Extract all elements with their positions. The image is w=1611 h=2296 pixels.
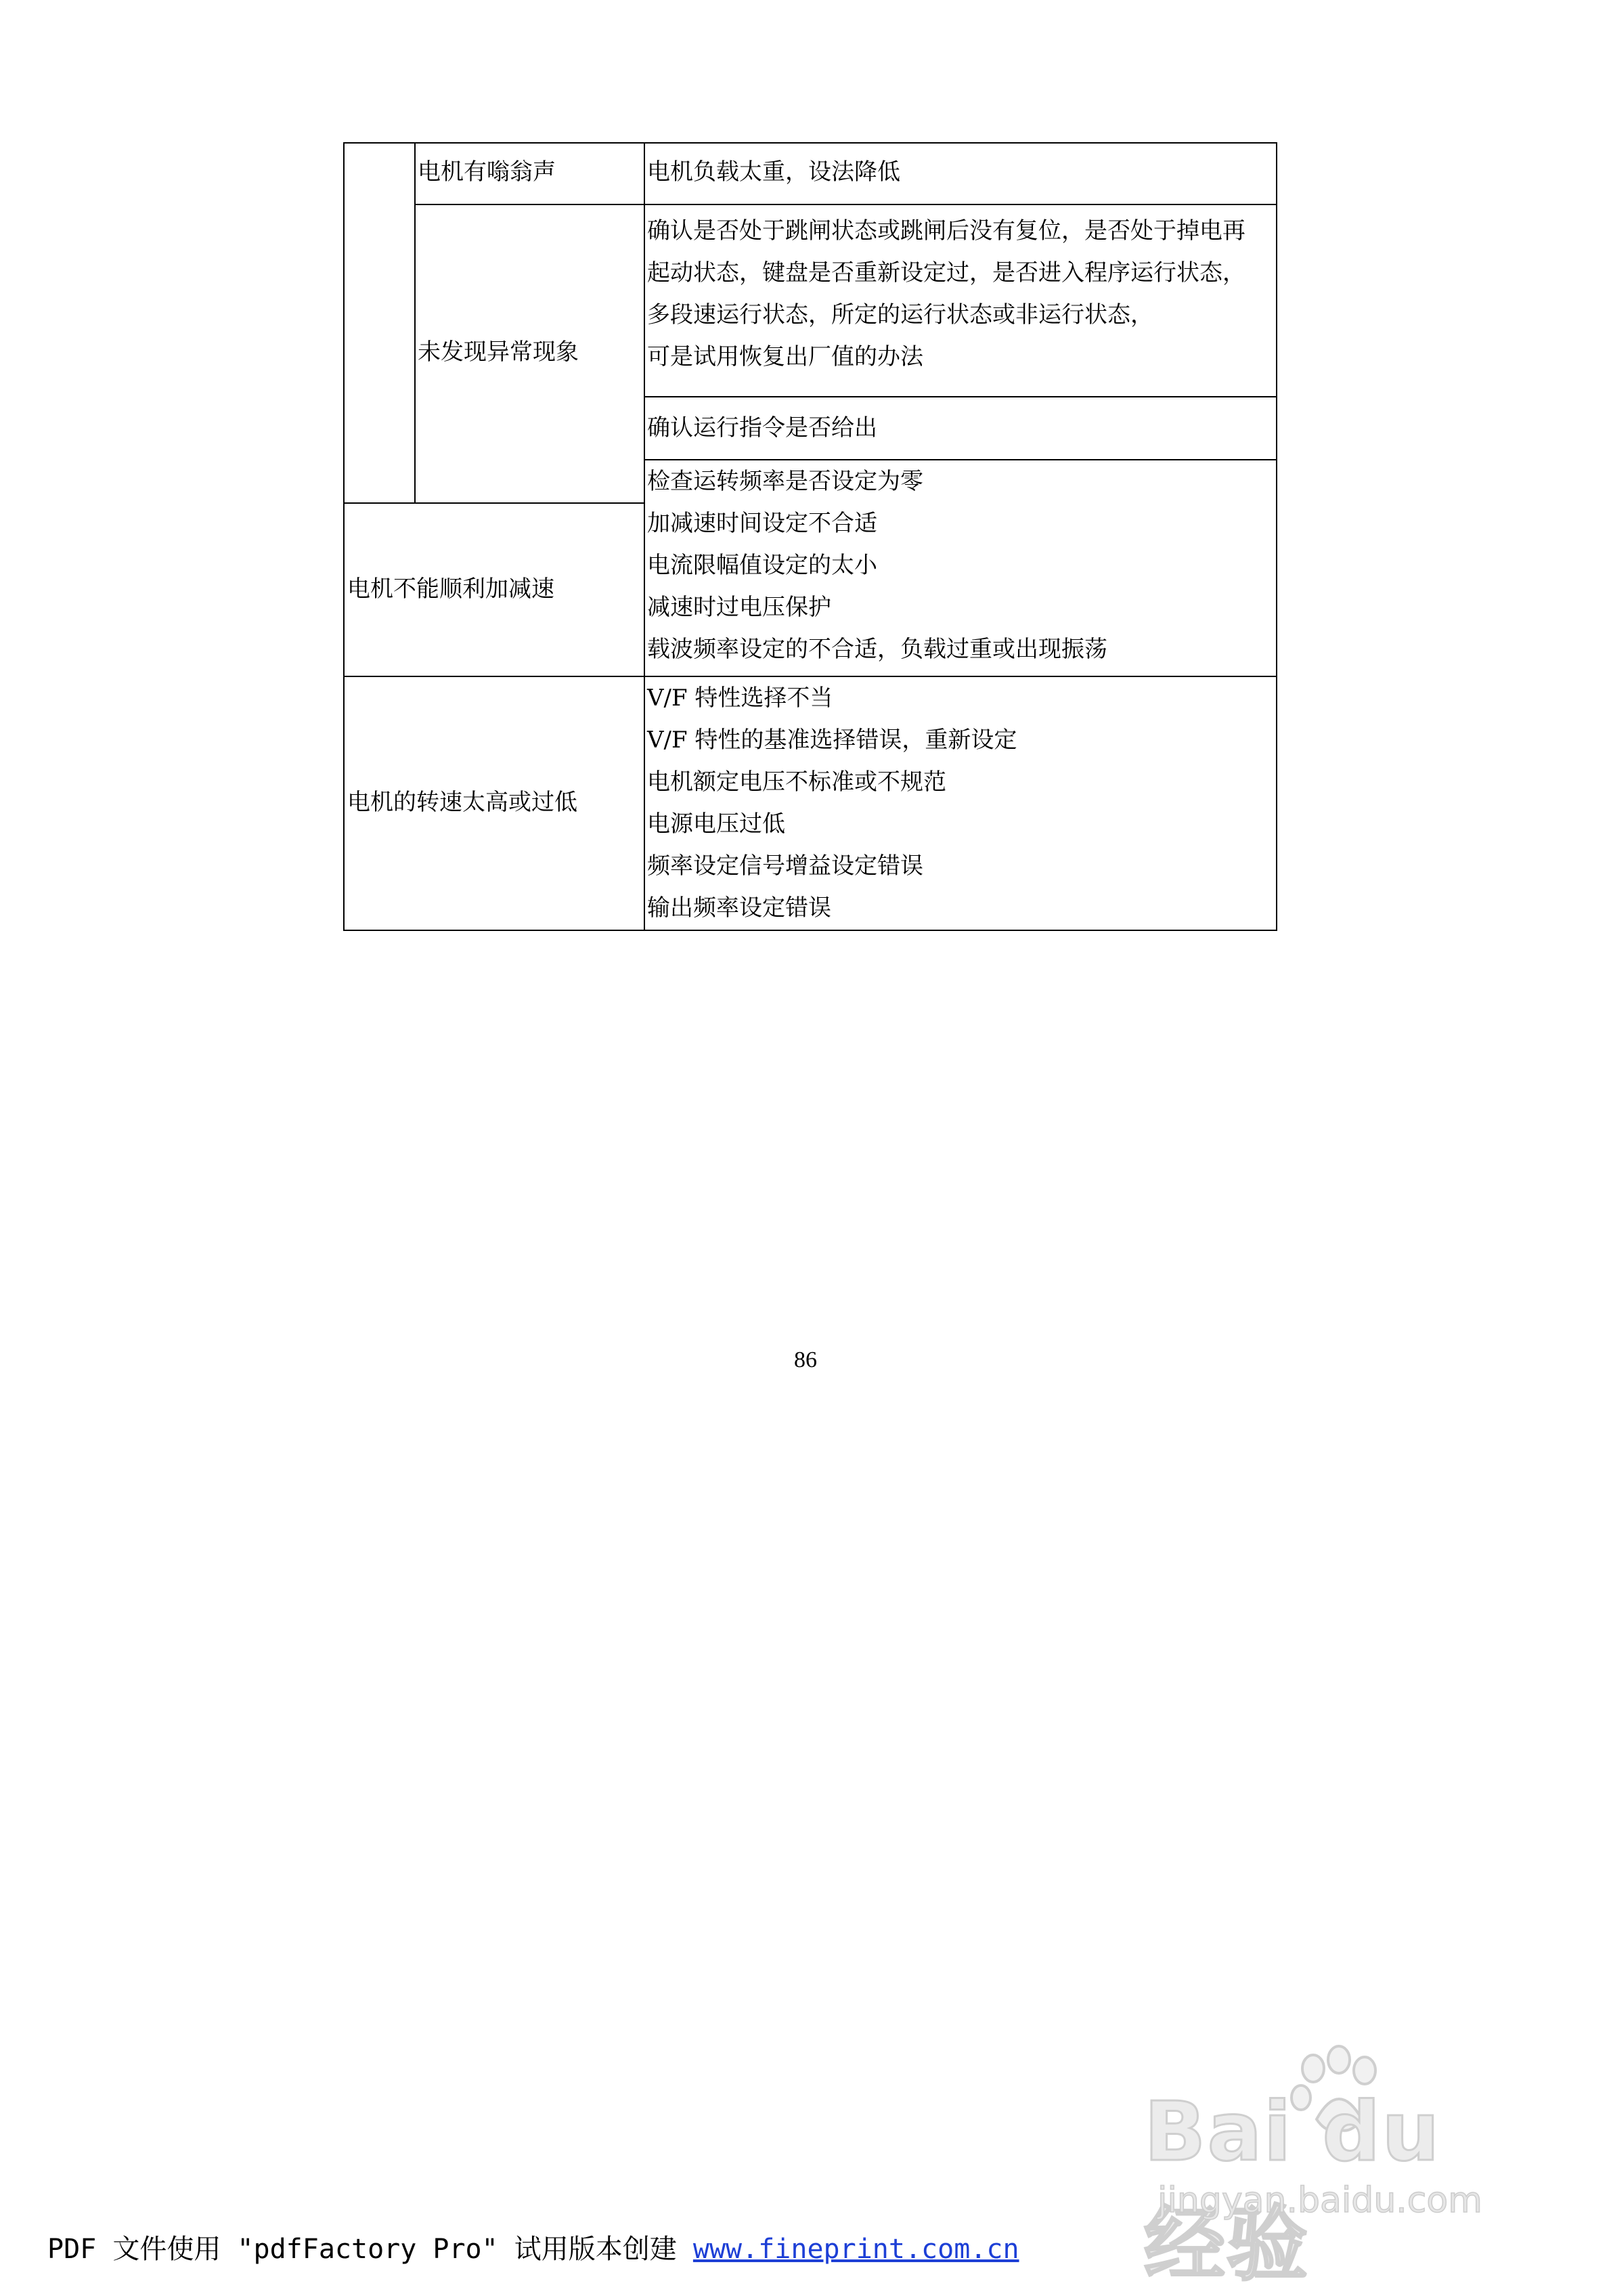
symptom-cell: 未发现异常现象 [418, 339, 579, 366]
action-line: 起动状态，键盘是否重新设定过，是否进入程序运行状态， [647, 259, 1245, 286]
pdf-footer [47, 2228, 1019, 2266]
footer-text: PDF 文件使用 "pdfFactory Pro" 试用版本创建 [47, 2234, 693, 2265]
action-cell: 确认运行指令是否给出 [647, 414, 877, 441]
table-border-top [343, 142, 1277, 144]
footer-link[interactable]: www.fineprint.com.cn [692, 2234, 1019, 2265]
action-line: V/F 特性选择不当 [647, 685, 833, 712]
page-number: 86 [794, 1347, 817, 1372]
baidu-jingyan-watermark [1144, 2045, 1523, 2292]
watermark-logo: Bai du 经验 [1144, 2085, 1441, 2292]
action-line: 频率设定信号增益设定错误 [647, 852, 923, 880]
watermark-url: jingyan.baidu.com [1157, 2180, 1482, 2221]
action-line: 载波频率设定的不合适，负载过重或出现振荡 [647, 636, 1107, 663]
action-line: 加减速时间设定不合适 [647, 510, 877, 537]
column-divider [644, 142, 645, 931]
action-line: V/F 特性的基准选择错误，重新设定 [647, 727, 1017, 754]
symptom-cell: 电机不能顺利加减速 [347, 576, 554, 603]
action-line: 检查运转频率是否设定为零 [647, 468, 923, 495]
action-cell [647, 210, 1245, 378]
action-line: 电机额定电压不标准或不规范 [647, 768, 946, 796]
row-divider [414, 204, 1277, 205]
action-cell [647, 677, 1017, 929]
action-line: 可是试用恢复出厂值的办法 [647, 343, 923, 370]
table-border-bottom [343, 930, 1277, 931]
row-divider [343, 502, 645, 504]
table-border-right [1276, 142, 1277, 931]
action-line: 电流限幅值设定的太小 [647, 552, 877, 579]
table-border-left [343, 142, 345, 931]
row-divider [644, 396, 1277, 397]
action-cell: 电机负载太重，设法降低 [647, 158, 900, 186]
troubleshooting-table [343, 142, 1277, 931]
action-line: 输出频率设定错误 [647, 894, 831, 922]
action-line: 多段速运行状态，所定的运行状态或非运行状态， [647, 301, 1153, 328]
action-line: 减速时过电压保护 [647, 594, 831, 621]
column-divider [414, 142, 416, 504]
symptom-cell: 电机的转速太高或过低 [347, 789, 577, 816]
action-line: 确认是否处于跳闸状态或跳闸后没有复位，是否处于掉电再 [647, 217, 1245, 244]
action-line: 电源电压过低 [647, 810, 785, 838]
action-cell [647, 460, 1107, 670]
symptom-cell: 电机有嗡翁声 [418, 158, 556, 186]
